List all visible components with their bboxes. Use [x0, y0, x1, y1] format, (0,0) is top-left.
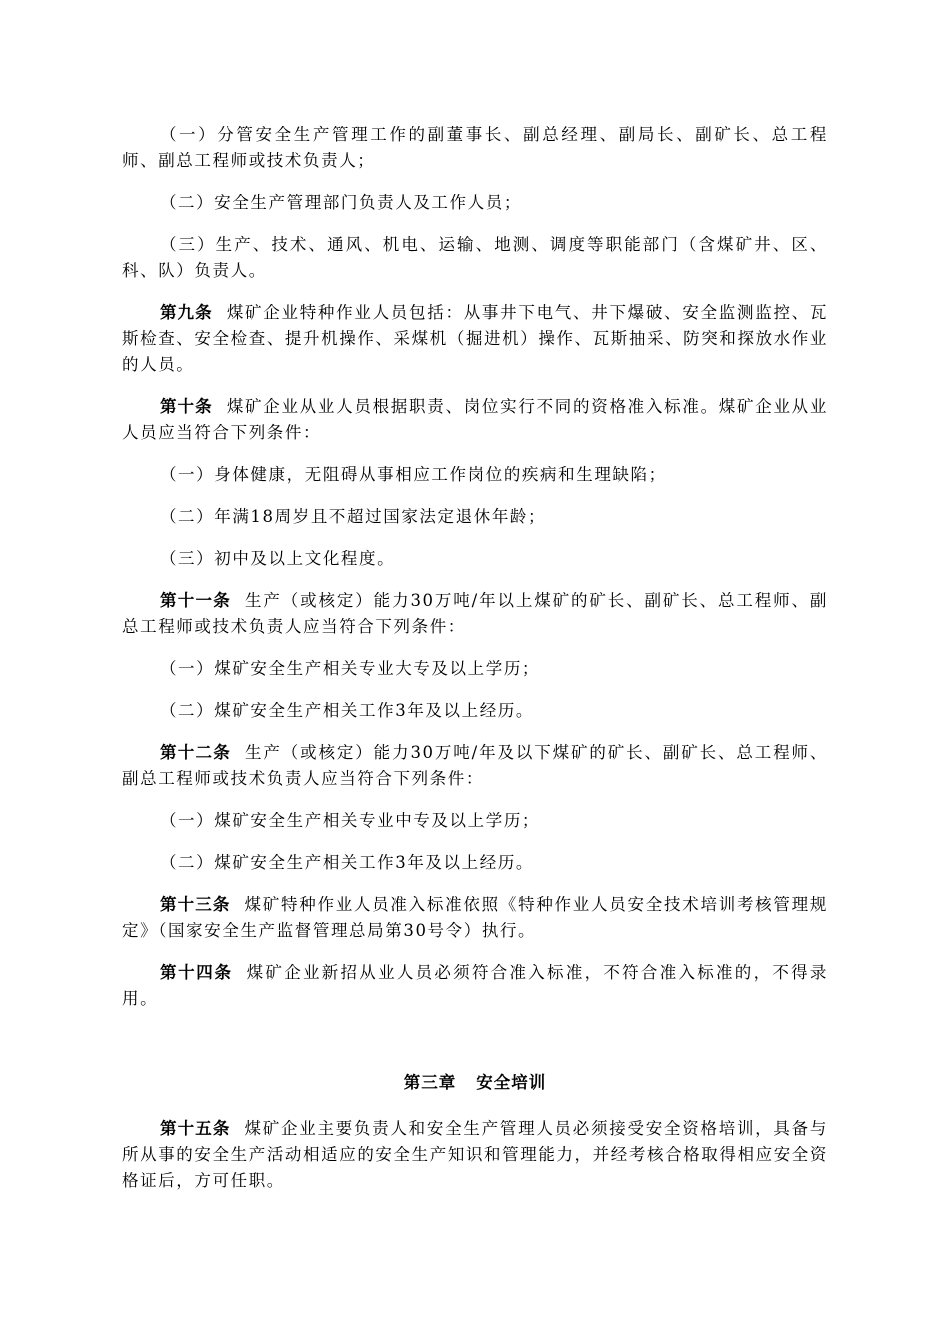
paragraph-text: （三）生产、技术、通风、机电、运输、地测、调度等职能部门（含煤矿井、区、科、队）负责人。 [122, 235, 828, 280]
paragraph-text: 煤矿企业特种作业人员包括：从事井下电气、井下爆破、安全监测监控、瓦斯检查、安全检查、提升机操作、采煤机（掘进机）操作、瓦斯抽采、防突和探放水作业的人员。 [122, 303, 828, 374]
paragraph-text: 煤矿特种作业人员准入标准依照《特种作业人员安全技术培训考核管理规定》（国家安全生产监督管理总局第30号令）执行。 [122, 895, 829, 940]
paragraph-text: （二）年满18周岁且不超过国家法定退休年龄； [159, 507, 547, 526]
article-number: 第十一条 [159, 591, 232, 610]
paragraph-text: 生产（或核定）能力30万吨/年以上煤矿的矿长、副矿长、总工程师、副总工程师或技术负责人应当符合下列条件： [122, 591, 828, 636]
article-number: 第十四条 [159, 963, 233, 982]
paragraph [122, 808, 828, 834]
paragraph-text: （一）煤矿安全生产相关专业大专及以上学历； [159, 659, 541, 678]
paragraph-text: （二）煤矿安全生产相关工作3年及以上经历。 [159, 853, 535, 872]
paragraph [122, 546, 828, 572]
paragraph [122, 588, 828, 640]
chapter-heading [122, 1070, 828, 1096]
article-number: 第十条 [159, 397, 213, 416]
paragraph [122, 960, 828, 1012]
paragraph-text: （一）分管安全生产管理工作的副董事长、副总经理、副局长、副矿长、总工程师、副总工程师或技术负责人； [122, 125, 828, 170]
paragraph [122, 740, 828, 792]
article-number: 第十三条 [159, 895, 231, 914]
paragraph [122, 1116, 828, 1194]
paragraph [122, 394, 828, 446]
paragraphs-after [122, 1116, 828, 1194]
paragraph-text: （二）煤矿安全生产相关工作3年及以上经历。 [159, 701, 535, 720]
article-number: 第十二条 [159, 743, 232, 762]
paragraph [122, 892, 828, 944]
paragraphs-before [122, 122, 828, 1012]
paragraph [122, 232, 828, 284]
paragraph-text: 煤矿企业主要负责人和安全生产管理人员必须接受安全资格培训，具备与所从事的安全生产活动相适应的安全生产知识和管理能力，并经考核合格取得相应安全资格证后，方可任职。 [122, 1119, 829, 1190]
paragraph [122, 122, 828, 174]
paragraph-text: 煤矿企业新招从业人员必须符合准入标准，不符合准入标准的，不得录用。 [122, 963, 828, 1008]
paragraph [122, 850, 828, 876]
paragraph-text: （一）煤矿安全生产相关专业中专及以上学历； [159, 811, 541, 830]
paragraph-text: 煤矿企业从业人员根据职责、岗位实行不同的资格准入标准。煤矿企业从业人员应当符合下列条件： [122, 397, 828, 442]
paragraph [122, 504, 828, 530]
article-number: 第九条 [159, 303, 213, 322]
paragraph-text: 生产（或核定）能力30万吨/年及以下煤矿的矿长、副矿长、总工程师、副总工程师或技术负责人应当符合下列条件： [122, 743, 828, 788]
chapter-number: 第三章 [403, 1073, 457, 1092]
paragraph [122, 190, 828, 216]
paragraph-text: （二）安全生产管理部门负责人及工作人员； [159, 193, 522, 212]
document-page [122, 122, 828, 1210]
paragraph [122, 462, 828, 488]
paragraph-text: （一）身体健康，无阻碍从事相应工作岗位的疾病和生理缺陷； [159, 465, 667, 484]
chapter-title: 安全培训 [476, 1073, 547, 1092]
article-number: 第十五条 [159, 1119, 231, 1138]
paragraph [122, 698, 828, 724]
paragraph [122, 656, 828, 682]
paragraph-text: （三）初中及以上文化程度。 [159, 549, 396, 568]
paragraph [122, 300, 828, 378]
